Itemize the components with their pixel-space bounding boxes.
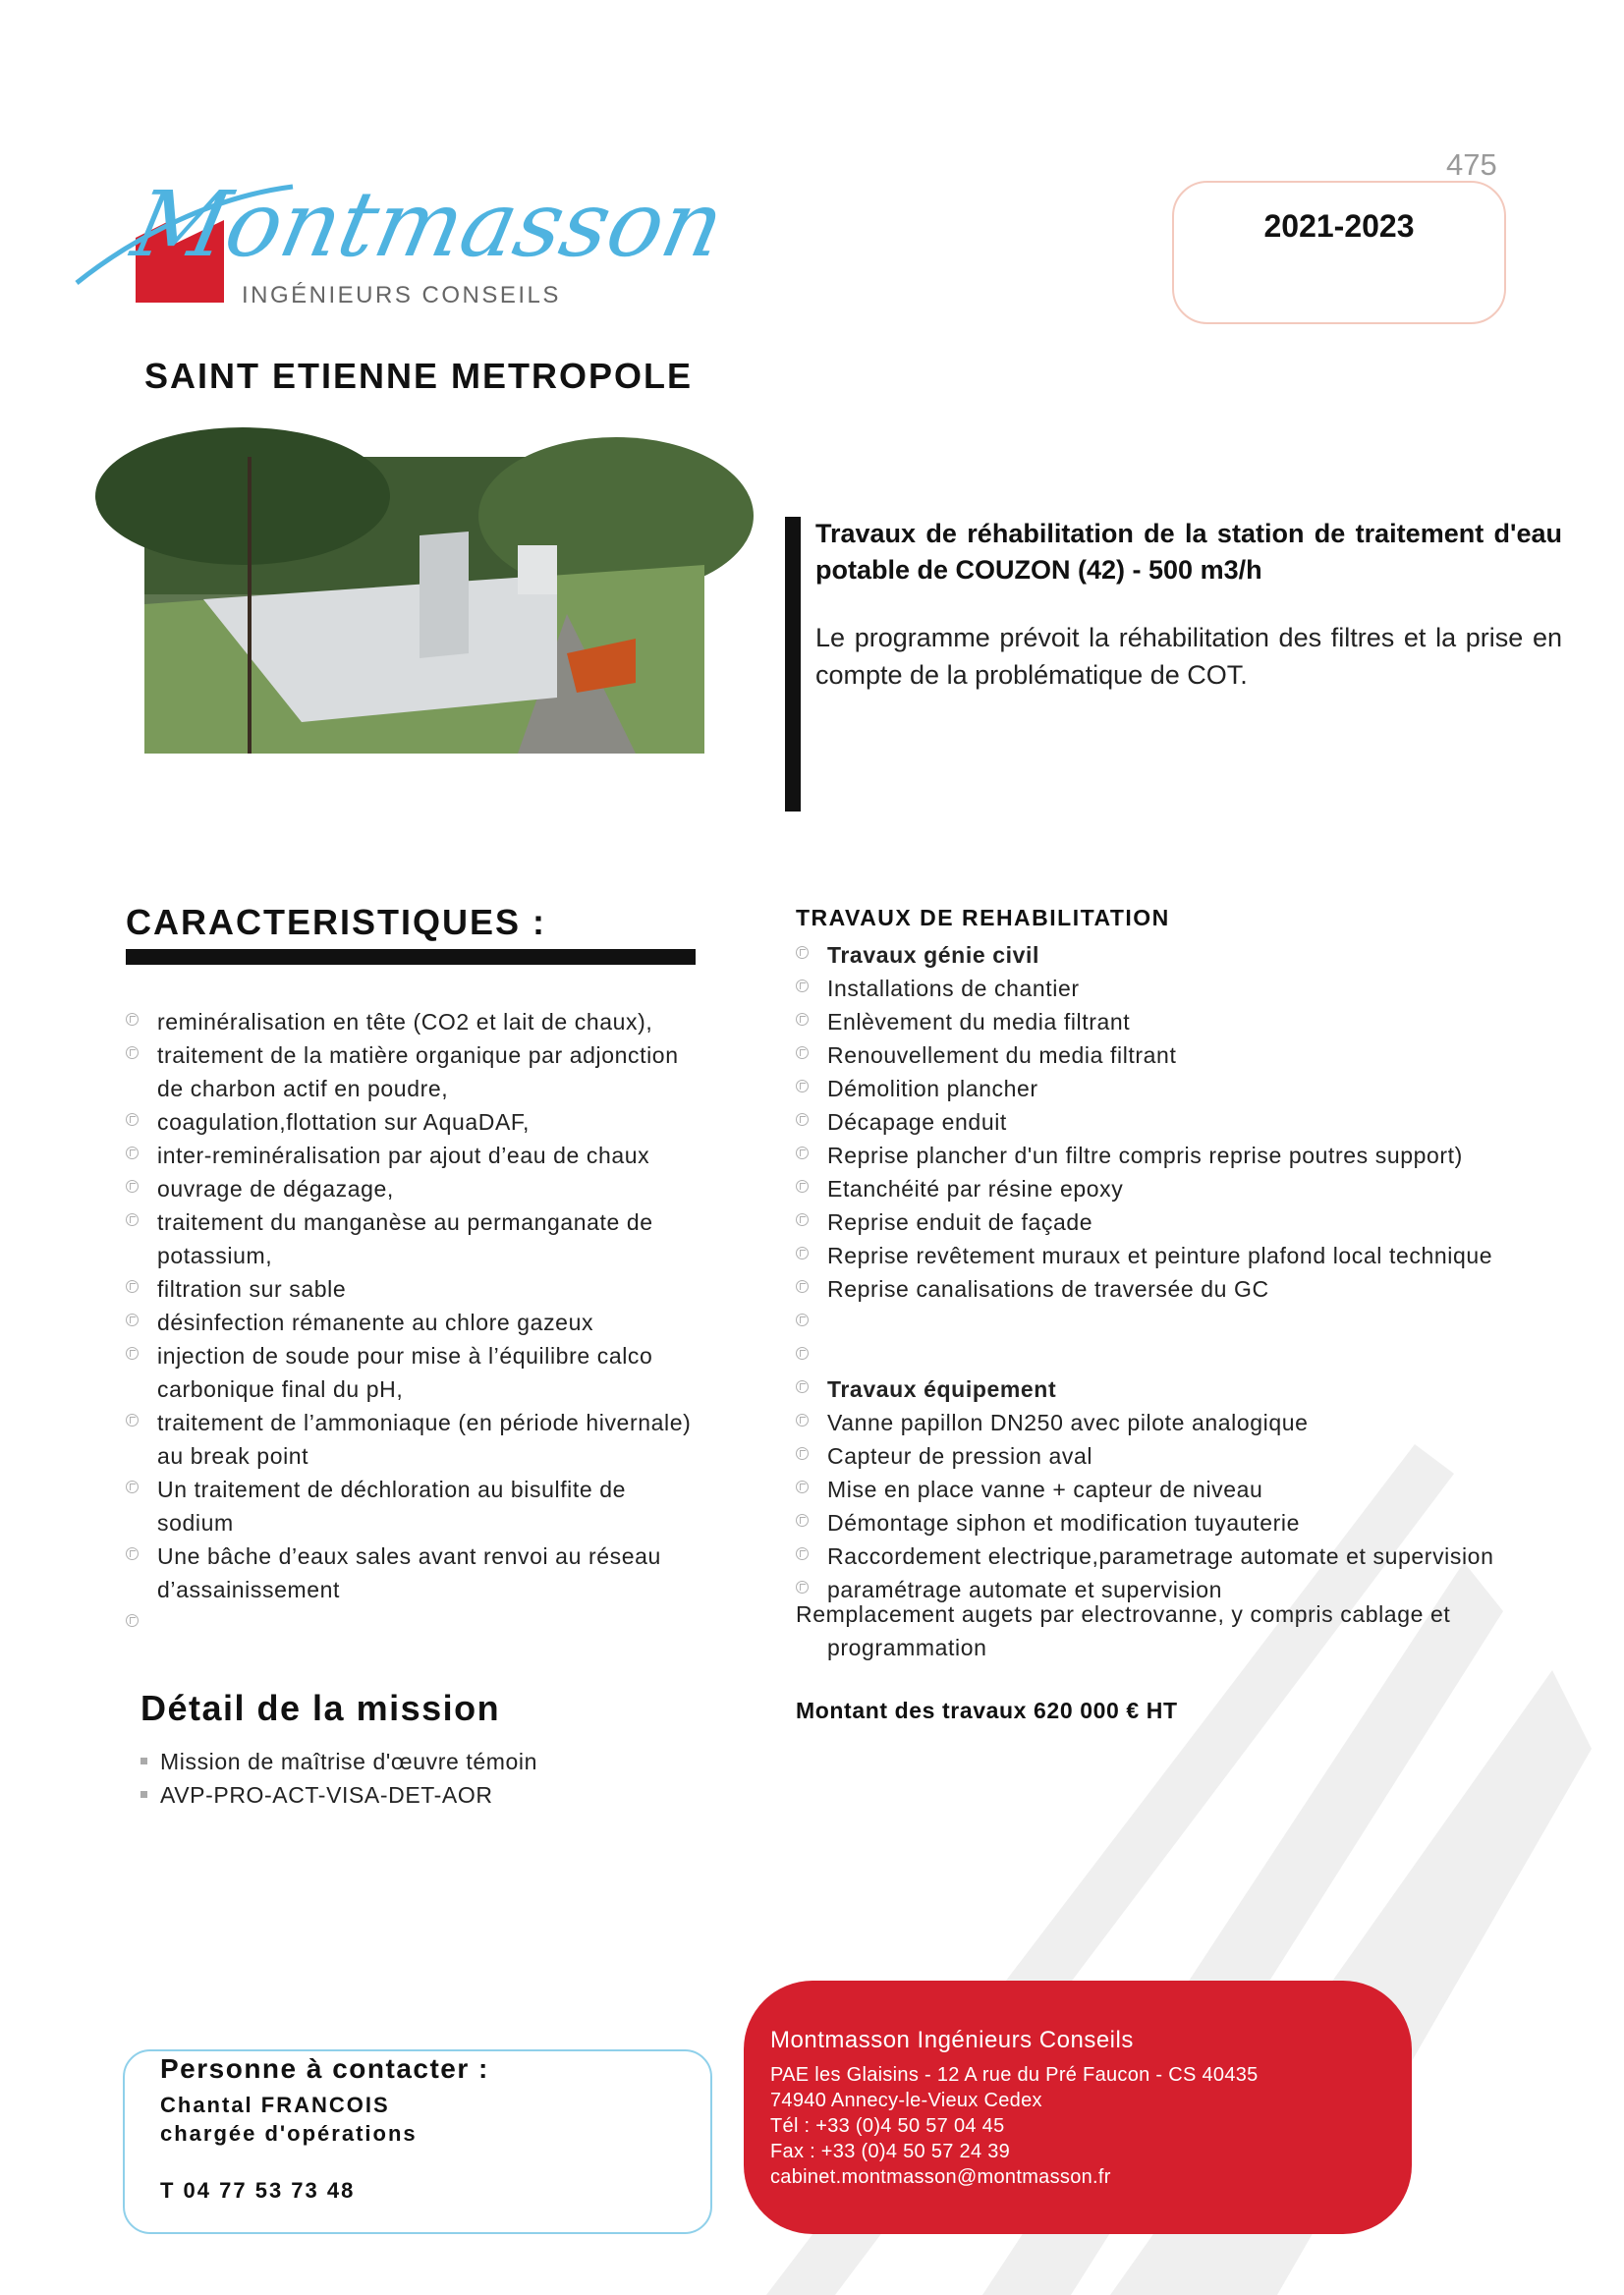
list-item: paramétrage automate et supervision xyxy=(796,1573,1542,1606)
square-bullet-icon xyxy=(140,1791,147,1798)
bullet-icon xyxy=(126,1280,139,1293)
page-number: 475 xyxy=(1446,147,1497,182)
bullet-icon xyxy=(796,1147,809,1159)
bullet-icon xyxy=(796,1213,809,1226)
contact-role: chargée d'opérations xyxy=(160,2121,418,2146)
bullet-icon xyxy=(796,1547,809,1560)
list-item: Reprise enduit de façade xyxy=(796,1205,1542,1239)
list-item: Reprise revêtement muraux et peinture plafond local technique xyxy=(796,1239,1542,1272)
bullet-icon xyxy=(796,1013,809,1026)
project-description: Le programme prévoit la réhabilitation des filtres et la prise en compte de la problématique de COT. xyxy=(815,623,1562,690)
list-item: Etanchéité par résine epoxy xyxy=(796,1172,1542,1205)
svg-text:INGÉNIEURS CONSEILS: INGÉNIEURS CONSEILS xyxy=(242,282,561,308)
project-title: Travaux de réhabilitation de la station de traitement d'eau potable de COUZON (42) - 500 m3/h xyxy=(815,519,1562,585)
bullet-icon xyxy=(796,1180,809,1193)
caracteristiques-title: CARACTERISTIQUES : xyxy=(126,902,547,942)
bullet-icon xyxy=(126,1180,139,1193)
bullet-icon xyxy=(796,1080,809,1092)
bullet-icon xyxy=(796,1247,809,1259)
bullet-icon xyxy=(126,1046,139,1059)
bullet-icon xyxy=(126,1347,139,1360)
bullet-icon xyxy=(796,1347,809,1360)
list-item xyxy=(796,1306,1542,1339)
company-name: Montmasson Ingénieurs Conseils xyxy=(770,2027,1134,2053)
list-item: Travaux génie civil xyxy=(796,938,1542,972)
description-bar xyxy=(785,517,801,812)
list-item: Reprise plancher d'un filtre compris reprise poutres support) xyxy=(796,1139,1542,1172)
list-item: Décapage enduit xyxy=(796,1105,1542,1139)
list-item: traitement de l’ammoniaque (en période hivernale) au break point xyxy=(126,1406,705,1473)
list-item xyxy=(126,1606,705,1640)
bullet-icon xyxy=(796,1514,809,1527)
list-item: coagulation,flottation sur AquaDAF, xyxy=(126,1105,705,1139)
mission-list xyxy=(140,1745,537,1812)
contact-title: Personne à contacter : xyxy=(160,2053,489,2084)
company-address: PAE les Glaisins - 12 A rue du Pré Faucon - CS 40435 xyxy=(770,2064,1259,2086)
project-years: 2021-2023 xyxy=(1263,208,1415,244)
list-item: traitement du manganèse au permanganate de potassium, xyxy=(126,1205,705,1272)
list-item: injection de soude pour mise à l’équilibre calco carbonique final du pH, xyxy=(126,1339,705,1406)
bullet-icon xyxy=(126,1113,139,1126)
company-tel: Tél : +33 (0)4 50 57 04 45 xyxy=(770,2115,1005,2137)
client-name: SAINT ETIENNE METROPOLE xyxy=(144,356,694,396)
list-item xyxy=(796,1339,1542,1372)
bullet-icon xyxy=(126,1414,139,1427)
list-item: Enlèvement du media filtrant xyxy=(796,1005,1542,1038)
list-item: Vanne papillon DN250 avec pilote analogique xyxy=(796,1406,1542,1439)
list-item: Travaux équipement xyxy=(796,1372,1542,1406)
travaux-extra xyxy=(796,1597,1542,1664)
company-email[interactable]: cabinet.montmasson@montmasson.fr xyxy=(770,2166,1111,2188)
bullet-icon xyxy=(796,1046,809,1059)
list-item: Démolition plancher xyxy=(796,1072,1542,1105)
list-item: Installations de chantier xyxy=(796,972,1542,1005)
travaux-extra-line: programmation xyxy=(827,1635,987,1660)
bullet-icon xyxy=(796,1280,809,1293)
montmasson-logo xyxy=(77,171,733,314)
bullet-icon xyxy=(126,1614,139,1627)
list-item: filtration sur sable xyxy=(126,1272,705,1306)
company-fax: Fax : +33 (0)4 50 57 24 39 xyxy=(770,2141,1011,2162)
bullet-icon xyxy=(796,1113,809,1126)
bullet-icon xyxy=(796,1380,809,1393)
years-box xyxy=(1172,181,1506,324)
travaux-title: TRAVAUX DE REHABILITATION xyxy=(796,905,1170,930)
list-item: AVP-PRO-ACT-VISA-DET-AOR xyxy=(140,1778,537,1812)
list-item: Raccordement electrique,parametrage automate et supervision xyxy=(796,1539,1542,1573)
caracteristiques-list xyxy=(126,1005,705,1640)
list-item: Reprise canalisations de traversée du GC xyxy=(796,1272,1542,1306)
list-item: Renouvellement du media filtrant xyxy=(796,1038,1542,1072)
bullet-icon xyxy=(796,946,809,959)
svg-text:Montmasson: Montmasson xyxy=(124,171,733,277)
bullet-icon xyxy=(126,1013,139,1026)
list-item: Capteur de pression aval xyxy=(796,1439,1542,1473)
list-item: reminéralisation en tête (CO2 et lait de chaux), xyxy=(126,1005,705,1038)
travaux-list xyxy=(796,938,1542,1606)
bullet-icon xyxy=(796,1414,809,1427)
water-treatment-station-photo xyxy=(144,457,704,754)
bullet-icon xyxy=(126,1147,139,1159)
list-item: désinfection rémanente au chlore gazeux xyxy=(126,1306,705,1339)
bullet-icon xyxy=(796,1314,809,1326)
list-item: Une bâche d’eaux sales avant renvoi au réseau d’assainissement xyxy=(126,1539,705,1606)
bullet-icon xyxy=(796,1447,809,1460)
list-item: traitement de la matière organique par adjonction de charbon actif en poudre, xyxy=(126,1038,705,1105)
list-item: Un traitement de déchloration au bisulfite de sodium xyxy=(126,1473,705,1539)
travaux-extra-line: Remplacement augets par electrovanne, y compris cablage et xyxy=(796,1601,1451,1627)
list-item: inter-reminéralisation par ajout d’eau de chaux xyxy=(126,1139,705,1172)
list-item: Démontage siphon et modification tuyauterie xyxy=(796,1506,1542,1539)
bullet-icon xyxy=(796,980,809,992)
bullet-icon xyxy=(126,1213,139,1226)
montant-travaux: Montant des travaux 620 000 € HT xyxy=(796,1698,1178,1723)
contact-phone: T 04 77 53 73 48 xyxy=(160,2178,356,2203)
company-city: 74940 Annecy-le-Vieux Cedex xyxy=(770,2090,1042,2111)
bullet-icon xyxy=(126,1481,139,1493)
list-item: Mission de maîtrise d'œuvre témoin xyxy=(140,1745,537,1778)
bullet-icon xyxy=(796,1481,809,1493)
mission-title: Détail de la mission xyxy=(140,1688,501,1728)
contact-name: Chantal FRANCOIS xyxy=(160,2093,390,2117)
bullet-icon xyxy=(126,1314,139,1326)
bullet-icon xyxy=(796,1581,809,1594)
caracteristiques-rule xyxy=(126,949,696,965)
list-item: Mise en place vanne + capteur de niveau xyxy=(796,1473,1542,1506)
list-item: ouvrage de dégazage, xyxy=(126,1172,705,1205)
square-bullet-icon xyxy=(140,1758,147,1764)
bullet-icon xyxy=(126,1547,139,1560)
